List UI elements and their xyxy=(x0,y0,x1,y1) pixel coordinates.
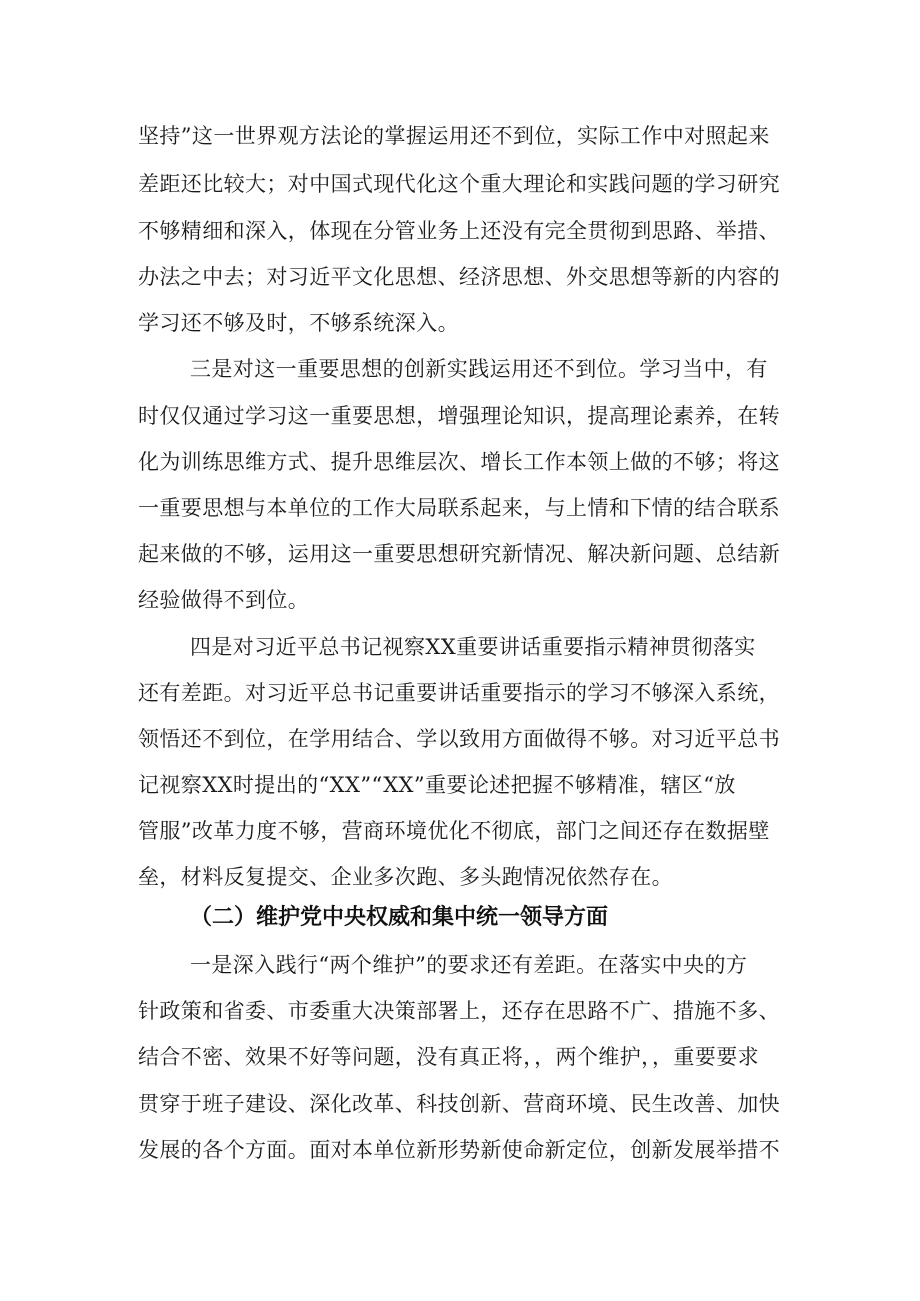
paragraph-2-line-6: 经验做得不到位。 xyxy=(138,588,310,612)
paragraph-2-line-2: 时仅仅通过学习这一重要思想，增强理论知识，提高理论素养，在转 xyxy=(138,404,780,428)
paragraph-1-line-4: 办法之中去；对习近平文化思想、经济思想、外交思想等新的内容的 xyxy=(138,265,780,289)
section-heading: （二）维护党中央权威和集中统一领导方面 xyxy=(190,905,609,930)
paragraph-1-line-5: 学习还不够及时，不够系统深入。 xyxy=(138,311,459,335)
paragraph-2-line-5: 起来做的不够，运用这一重要思想研究新情况、解决新问题、总结新 xyxy=(138,542,780,566)
paragraph-4-line-3: 结合不密、效果不好等问题，没有真正将，，两个维护，，重要要求 xyxy=(138,1045,759,1069)
paragraph-2-line-1: 三是对这一重要思想的创新实践运用还不到位。学习当中，有 xyxy=(190,357,768,381)
paragraph-1-line-2: 差距还比较大；对中国式现代化这个重大理论和实践问题的学习研究 xyxy=(138,172,780,196)
paragraph-4-line-2: 针政策和省委、市委重大决策部署上，还存在思路不广、措施不多、 xyxy=(138,999,780,1023)
paragraph-2-line-4: 一重要思想与本单位的工作大局联系起来，与上情和下情的结合联系 xyxy=(138,496,780,520)
paragraph-1-line-3: 不够精细和深入，体现在分管业务上还没有完全贯彻到思路、举措、 xyxy=(138,219,780,243)
paragraph-1-line-1: 坚持”这一世界观方法论的掌握运用还不到位，实际工作中对照起来 xyxy=(138,124,770,148)
paragraph-4-line-1: 一是深入践行“两个维护”的要求还有差距。在落实中央的方 xyxy=(190,953,748,977)
paragraph-4-line-5: 发展的各个方面。面对本单位新形势新使命新定位，创新发展举措不 xyxy=(138,1138,780,1162)
paragraph-3-line-6: 垒，材料反复提交、企业多次跑、多头跑情况依然存在。 xyxy=(138,865,673,889)
paragraph-3-line-3: 领悟还不到位，在学用结合、学以致用方面做得不够。对习近平总书 xyxy=(138,727,780,751)
paragraph-2-line-3: 化为训练思维方式、提升思维层次、增长工作本领上做的不够；将这 xyxy=(138,450,780,474)
paragraph-3-line-5: 管服”改革力度不够，营商环境优化不彻底，部门之间还存在数据壁 xyxy=(138,819,770,843)
paragraph-3-line-2: 还有差距。对习近平总书记重要讲话重要指示的学习不够深入系统， xyxy=(138,681,780,705)
paragraph-3-line-4: 记视察XX时提出的“XX”“XX”重要论述把握不够精准，辖区“放 xyxy=(138,773,736,797)
paragraph-3-line-1: 四是对习近平总书记视察XX重要讲话重要指示精神贯彻落实 xyxy=(190,635,756,659)
paragraph-4-line-4: 贯穿于班子建设、深化改革、科技创新、营商环境、民生改善、加快 xyxy=(138,1092,780,1116)
